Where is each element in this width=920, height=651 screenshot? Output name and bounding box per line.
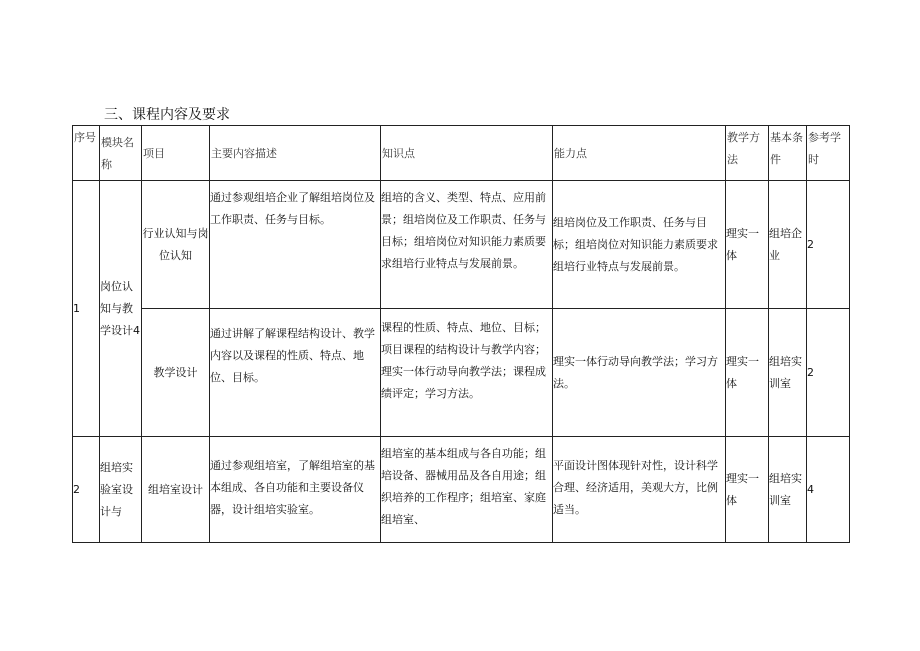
table-header-row [73,126,850,181]
header-ability: 能力点 [553,126,726,181]
header-condition: 基本条件 [769,126,807,181]
row2-ability: 理实一体行动导向教学法；学习方法。 [553,309,726,437]
row3-ability: 平面设计图体现针对性，设计科学合理、经济适用，美观大方，比例适当。 [553,437,726,543]
header-desc: 主要内容描述 [210,126,381,181]
row2-condition: 组培实训室 [769,309,807,437]
row3-condition: 组培实训室 [769,437,807,543]
row3-method: 理实一体 [726,437,769,543]
row1-ability: 组培岗位及工作职责、任务与目标；组培岗位对知识能力素质要求组培行业特点与发展前景。 [553,181,726,309]
row1-condition: 组培企业 [769,181,807,309]
section-heading: 三、课程内容及要求 [104,107,230,123]
row3-hours: 4 [807,437,850,543]
row2-knowledge: 课程的性质、特点、地位、目标；项目课程的结构设计与教学内容；理实一体行动导向教学法；课程成绩评定；学习方法。 [381,309,553,437]
row1-method: 理实一体 [726,181,769,309]
header-module: 模块名称 [100,126,142,181]
table-row [73,437,850,543]
row3-module: 组培实验室设计与 [100,437,142,543]
header-hours: 参考学时 [807,126,850,181]
row3-item: 组培室设计 [142,437,210,543]
row2-hours: 2 [807,309,850,437]
row1-knowledge: 组培的含义、类型、特点、应用前景；组培岗位及工作职责、任务与目标；组培岗位对知识能力素质要求组培行业特点与发展前景。 [381,181,553,309]
table-row [73,181,850,309]
row1-desc: 通过参观组培企业了解组培岗位及工作职责、任务与目标。 [210,181,381,309]
header-method: 教学方法 [726,126,769,181]
row2-method: 理实一体 [726,309,769,437]
header-item: 项目 [142,126,210,181]
row1-module: 岗位认知与教学设计4 [100,181,142,437]
row3-knowledge: 组培室的基本组成与各自功能；组培设备、器械用品及各自用途；组织培养的工作程序；组培室、家庭组培室、 [381,437,553,543]
row1-hours: 2 [807,181,850,309]
header-knowledge: 知识点 [381,126,553,181]
row3-desc: 通过参观组培室，了解组培室的基本组成、各自功能和主要设备仪器，设计组培实验室。 [210,437,381,543]
row1-seq: 1 [73,181,100,437]
row2-item: 教学设计 [142,309,210,437]
course-content-table [72,125,850,543]
row3-seq: 2 [73,437,100,543]
row1-item: 行业认知与岗位认知 [142,181,210,309]
row2-desc: 通过讲解了解课程结构设计、教学内容以及课程的性质、特点、地位、目标。 [210,309,381,437]
header-seq: 序号 [73,126,100,181]
table-row [73,309,850,437]
